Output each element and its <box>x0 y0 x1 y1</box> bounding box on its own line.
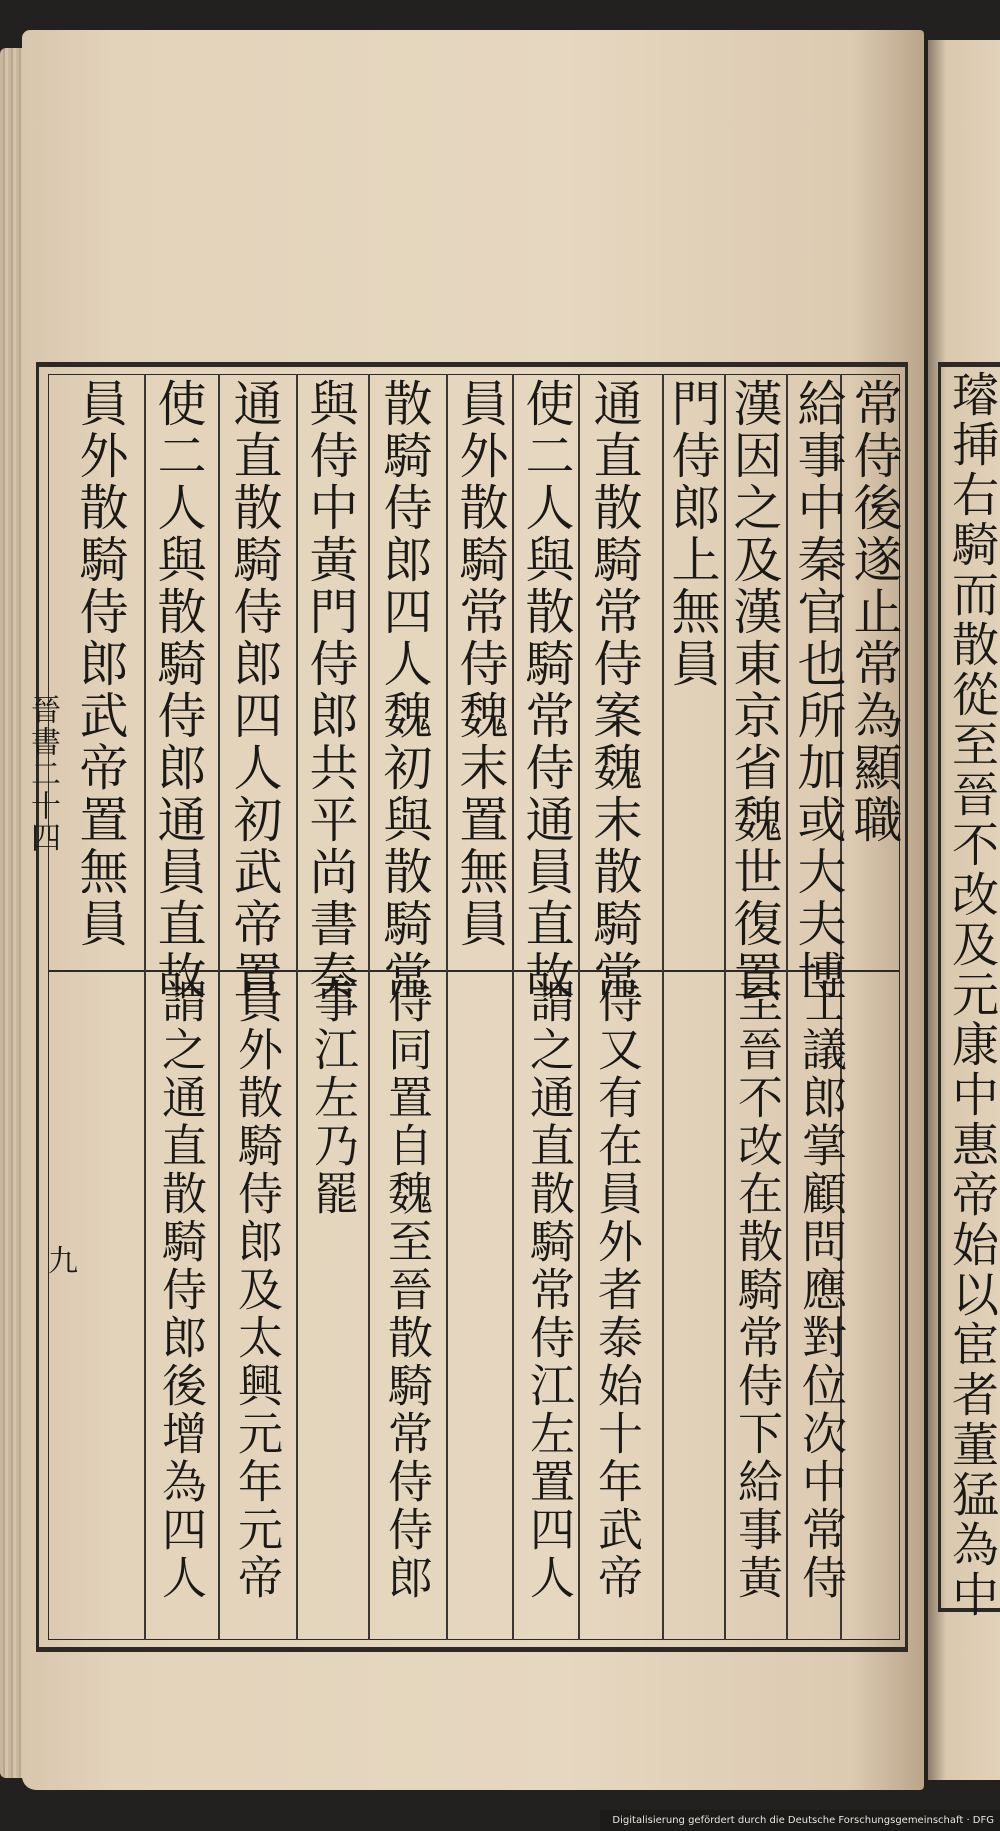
text-column: 通直散騎侍郎四人初武帝置 <box>226 378 283 1002</box>
commentary-column: 事江左乃罷 <box>306 978 359 1218</box>
commentary-column: 謂之通直散騎侍郎後增為四人 <box>154 978 207 1602</box>
text-column: 散騎侍郎四人魏初與散騎常 <box>376 378 433 1002</box>
text-column: 漢因之及漢東京省魏世復置 <box>726 378 783 1002</box>
column-rule <box>446 374 448 1640</box>
column-rule <box>512 374 514 1640</box>
text-column: 員外散騎侍郎武帝置無員 <box>72 378 129 950</box>
leaf-number: 九 <box>48 1244 78 1279</box>
column-rule <box>368 374 370 1640</box>
commentary-column: 謂之通直散騎常侍江左置四人 <box>522 978 575 1602</box>
column-rule <box>218 374 220 1640</box>
text-column: 員外散騎常侍魏末置無員 <box>452 378 509 950</box>
center-fold-title: 晉書二十四 <box>25 694 60 854</box>
text-column: 使二人與散騎常侍通員直故 <box>518 378 575 1002</box>
text-column: 通直散騎常侍案魏末散騎常 <box>586 378 643 1002</box>
column-rule <box>786 374 788 1640</box>
commentary-column: 侍同置自魏至晉散騎常侍侍郎 <box>380 978 433 1602</box>
text-column: 使二人與散騎侍郎通員直故 <box>150 378 207 1002</box>
text-column: 常侍後遂止常為顯職 <box>846 378 903 846</box>
commentary-column: 至晉不改在散騎常侍下給事黃 <box>730 978 783 1602</box>
text-column: 門侍郎上無員 <box>664 378 721 690</box>
commentary-column: 員外散騎侍郎及太興元年元帝 <box>230 978 283 1602</box>
commentary-column: 侍又有在員外者泰始十年武帝 <box>590 978 643 1602</box>
digitization-credit: Digitalisierung gefördert durch die Deutsche Forschungsgemeinschaft · DFG <box>600 1810 1000 1831</box>
column-rule <box>296 374 298 1640</box>
text-column: 給事中秦官也所加或大夫博 <box>790 378 847 1002</box>
facing-page-column: 璿挿右騎而散從至晉不改及元康中惠帝始以宦者董猛為中 <box>944 370 999 1620</box>
column-rule <box>578 374 580 1640</box>
commentary-column: 士議郎掌顧問應對位次中常侍 <box>794 978 847 1602</box>
column-rule <box>144 374 146 1640</box>
text-column: 與侍中黃門侍郎共平尚書奏 <box>302 378 359 1002</box>
